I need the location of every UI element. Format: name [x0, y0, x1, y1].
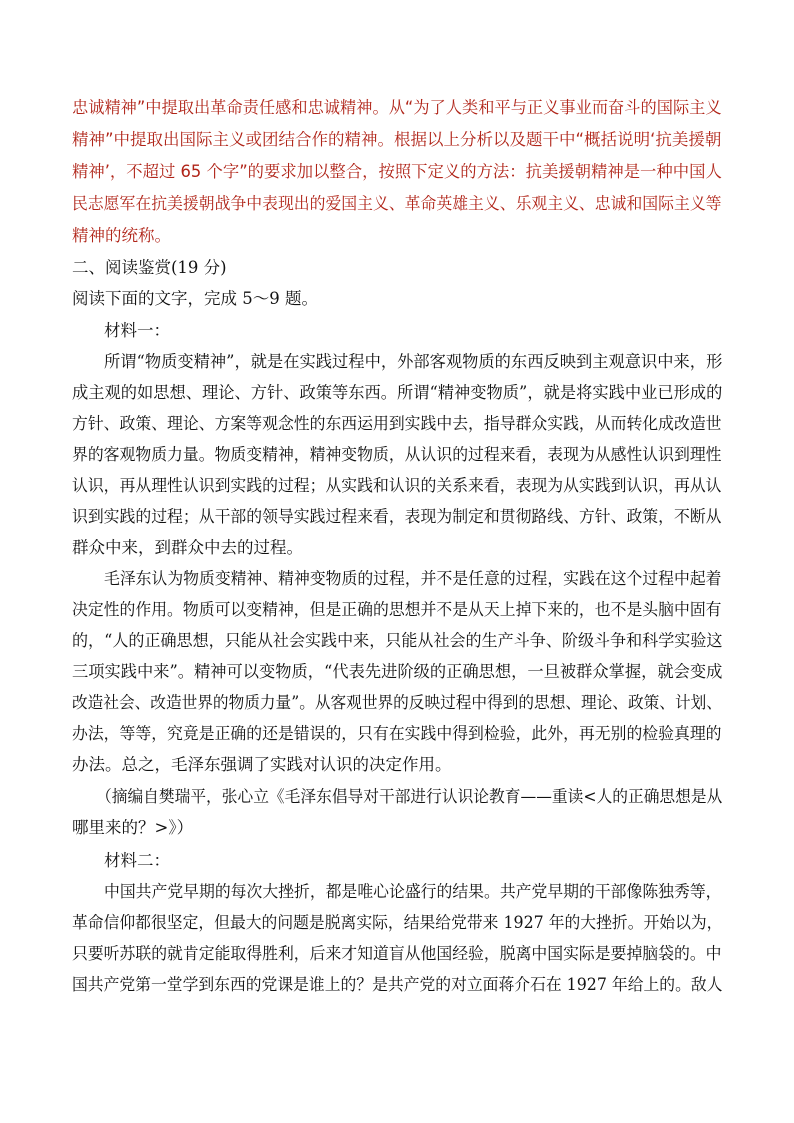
answer-line: 精神’，不超过 65 个字”的要求加以整合，按照下定义的方法：抗美援朝精神是一种中国人 [72, 162, 722, 181]
answer-line: 精神”中提取出国际主义或团结合作的精神。根据以上分析以及题干中“概括说明‘抗美援朝 [72, 130, 722, 149]
section-instruction: 阅读下面的文字，完成 5～9 题。 [72, 289, 318, 308]
material1-line: 毛泽东认为物质变精神、精神变物质的过程，并不是任意的过程，实践在这个过程中起着 [104, 569, 722, 588]
material2-line: 只要听苏联的就肯定能取得胜利，后来才知道盲从他国经验，脱离中国实际是要掉脑袋的。中 [72, 944, 722, 963]
material1-line: 办法。总之，毛泽东强调了实践对认识的决定作用。 [72, 755, 452, 774]
material1-line: 所谓“物质变精神”，就是在实践过程中，外部客观物质的东西反映到主观意识中来，形 [104, 352, 723, 371]
material1-line: 识到实践的过程；从干部的领导实践过程来看，表现为制定和贯彻路线、方针、政策，不断从 [72, 507, 722, 526]
material1-line: 成主观的如思想、理论、方针、政策等东西。所谓“精神变物质”，就是将实践中业已形成的 [72, 383, 723, 402]
material1-line: 办法，等等，究竟是正确的还是错误的，只有在实践中得到检验，此外，再无别的检验真理的 [72, 724, 722, 743]
material2-line: 革命信仰都很坚定，但最大的问题是脱离实际，结果给党带来 1927 年的大挫折。开始以为， [72, 913, 723, 932]
answer-line: 精神的统称。 [72, 226, 171, 245]
material1-line: 的，“人的正确思想，只能从社会实践中来，只能从社会的生产斗争、阶级斗争和科学实验这 [72, 631, 723, 650]
material1-line: 群众中来，到群众中去的过程。 [72, 538, 303, 557]
material1-line: 改造社会、改造世界的物质力量”。从客观世界的反映过程中得到的思想、理论、政策、计划、 [72, 693, 722, 712]
material1-line: 决定性的作用。物质可以变精神，但是正确的思想并不是从天上掉下来的，也不是头脑中固有 [72, 600, 722, 619]
answer-line: 民志愿军在抗美援朝战争中表现出的爱国主义、革命英雄主义、乐观主义、忠诚和国际主义等 [72, 194, 722, 213]
material1-source: 哪里来的？>》） [72, 818, 194, 837]
material2-label: 材料二： [104, 851, 170, 870]
material1-label: 材料一： [104, 321, 170, 340]
material1-line: 认识，再从理性认识到实践的过程；从实践和认识的关系来看，表现为从实践到认识，再从认 [72, 476, 722, 495]
material1-line: 界的客观物质力量。物质变精神，精神变物质，从认识的过程来看，表现为从感性认识到理性 [72, 445, 722, 464]
answer-line: 忠诚精神”中提取出革命责任感和忠诚精神。从“为了人类和平与正义事业而奋斗的国际主义 [72, 98, 722, 117]
material1-source: （摘编自樊瑞平，张心立《毛泽东倡导对干部进行认识论教育——重读<人的正确思想是从 [96, 787, 723, 806]
material1-line: 三项实践中来”。精神可以变物质，“代表先进阶级的正确思想，一旦被群众掌握，就会变成 [72, 662, 723, 681]
section-heading: 二、阅读鉴赏(19 分) [72, 258, 227, 277]
material1-line: 方针、政策、理论、方案等观念性的东西运用到实践中去，指导群众实践，从而转化成改造世 [72, 414, 722, 433]
material2-line: 中国共产党早期的每次大挫折，都是唯心论盛行的结果。共产党早期的干部像陈独秀等， [104, 882, 722, 901]
material2-line: 国共产党第一堂学到东西的党课是谁上的？是共产党的对立面蒋介石在 1927 年给上的。敌人 [72, 975, 723, 994]
